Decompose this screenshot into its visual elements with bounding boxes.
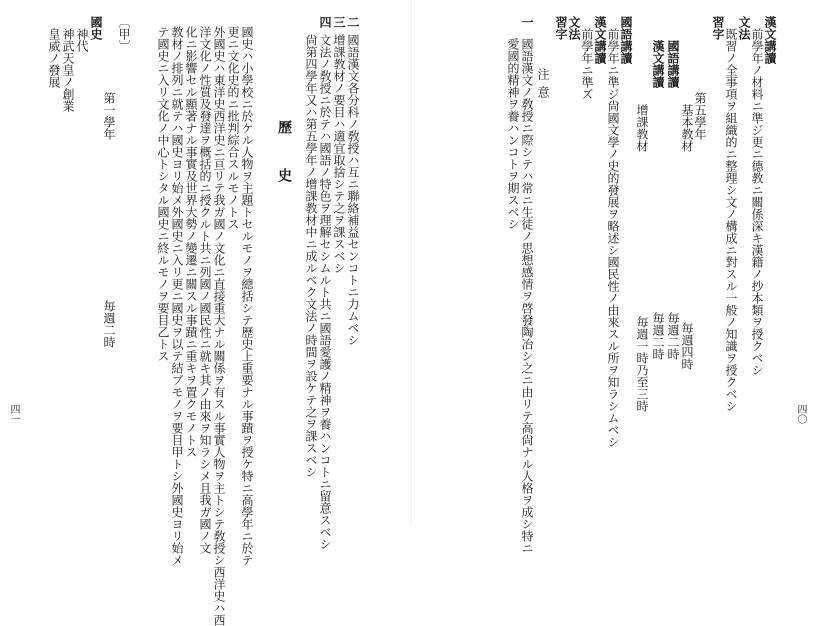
grade-heading: 第一學年 xyxy=(102,92,116,140)
notes-heading: 注意 xyxy=(536,68,550,104)
text-line: 增課教材ノ要目ハ適宜取捨シテ之ヲ課スベシ xyxy=(332,34,346,274)
extra-material-label: 增課教材 xyxy=(635,104,649,152)
subject-japanese-reading: 國語講讀 xyxy=(666,40,680,88)
subject-japanese-reading: 國語講讀 xyxy=(619,16,633,64)
note-number: 一 xyxy=(520,16,534,28)
text-line: 前學年ニ準ジ尙國文學ノ史的發展ヲ略述シ國民性ノ由來スル所ヲ知ラシムベシ xyxy=(606,28,620,448)
text-line: 國史ハ小學校ニ於ケル人物ヲ主題トセルモノヲ總括シテ歷史上重要ナル事蹟ヲ授ケ特ニ高學年ニ於テ xyxy=(240,26,254,566)
page-number: 四〇 xyxy=(795,404,806,424)
hours-label: 毎週二時 xyxy=(666,312,680,360)
page-number: 四一 xyxy=(8,404,19,424)
subject-kanbun-reading: 漢文講讀 xyxy=(593,16,607,64)
topic-line: 神武天皇ノ創業 xyxy=(61,28,75,112)
text-line: 愛國的精神ヲ養ハンコトヲ期スベシ xyxy=(506,38,520,230)
basic-material-label: 基本教材 xyxy=(680,104,694,152)
syllabus-label-a: 〔甲〕 xyxy=(117,16,131,52)
section-title-history: 歷 史 xyxy=(276,120,292,192)
topic-line: 神代 xyxy=(75,28,89,52)
text-line: テ國史ニ入リ文化ノ中心トシタル國史ニ終ルモノヲ要目乙トス xyxy=(156,26,170,362)
heading-calligraphy: 習字 xyxy=(711,16,725,40)
heading-grammar: 文法 xyxy=(737,16,751,40)
topic-line: 皇威ノ發展 xyxy=(47,28,61,88)
note-number: 四 xyxy=(318,16,332,28)
text-line: 文法ノ敎授ニ於テハ國語ノ特色ヲ理解セシムルト共ニ國語愛護ノ精神ヲ養ハンコトニ留意スベシ xyxy=(318,34,332,550)
note-number: 二 xyxy=(346,16,360,28)
text-line: 前學年ニ準ズ xyxy=(580,28,594,100)
subject-grammar: 文法 xyxy=(567,16,581,40)
subject-national-history: 國史 xyxy=(89,16,103,40)
note-number: 三 xyxy=(332,16,346,28)
hours-label: 毎週二時 xyxy=(102,300,116,348)
text-line: 化ニ影響セル顯著ナル事實及世界大勢ノ變遷ニ關スル事蹟ニ重キヲ置クモノトス xyxy=(184,26,198,458)
subject-kanbun-reading: 漢文講讀 xyxy=(651,40,665,88)
text-line: 教材ノ排列ニ就テハ國史ヨリ始メ外國史ニ入リ更ニ國史ヲ以テ結ブモノヲ要目甲トシ外國史ヨリ始メ xyxy=(170,26,184,566)
text-line: 外國史ハ東洋史西洋史ニ亘リテ我ガ國ノ文化ニ直接重大ナル關係ヲ有スル事實人物ヲ主トシテ敎授シ西洋史ハ西 xyxy=(212,26,226,626)
text-line: 尙第四學年又ハ第五學年ノ增課教材中ニ成ルベク文法ノ時間ヲ設ケテ之ヲ課スベシ xyxy=(304,34,318,478)
text-line: 洋文化ノ性質及發達ヲ概括的ニ授クルト共ニ列國ノ國民性ニ就キ其ノ由來ヲ知ラシメ且我ガ國ノ文 xyxy=(198,26,212,554)
text-line: 更ニ文化史的ニ批判綜合スルモノトス xyxy=(226,26,240,230)
hours-label: 毎週二時 xyxy=(651,312,665,360)
text-line: 國語漢文ノ敎授ニ際シテハ常ニ生徒ノ思想感情ヲ啓發陶冶シ之ニ由リテ高尙ナル人格ヲ成シ特ニ xyxy=(520,38,534,554)
page-gutter xyxy=(410,0,412,524)
hours-label: 毎週一時乃至三時 xyxy=(635,316,649,412)
text-line: 國語漢文各分科ノ敎授ハ互ニ聯絡補益センコトニ力ムベシ xyxy=(346,34,360,346)
grade-heading: 第五學年 xyxy=(693,92,707,140)
text-line: 前學年ノ材料ニ準ジ更ニ德教ニ關係深キ漢籍ノ抄本類ヲ授クベシ xyxy=(750,28,764,376)
hours-label: 毎週四時 xyxy=(680,322,694,370)
heading-kanbun-reading: 漢文講讀 xyxy=(763,16,777,64)
subject-calligraphy: 習字 xyxy=(554,16,568,40)
text-line: 既習ノ全事項ヲ組織的ニ整理シ文ノ構成ニ對スル一般ノ知識ヲ授クベシ xyxy=(724,28,738,412)
